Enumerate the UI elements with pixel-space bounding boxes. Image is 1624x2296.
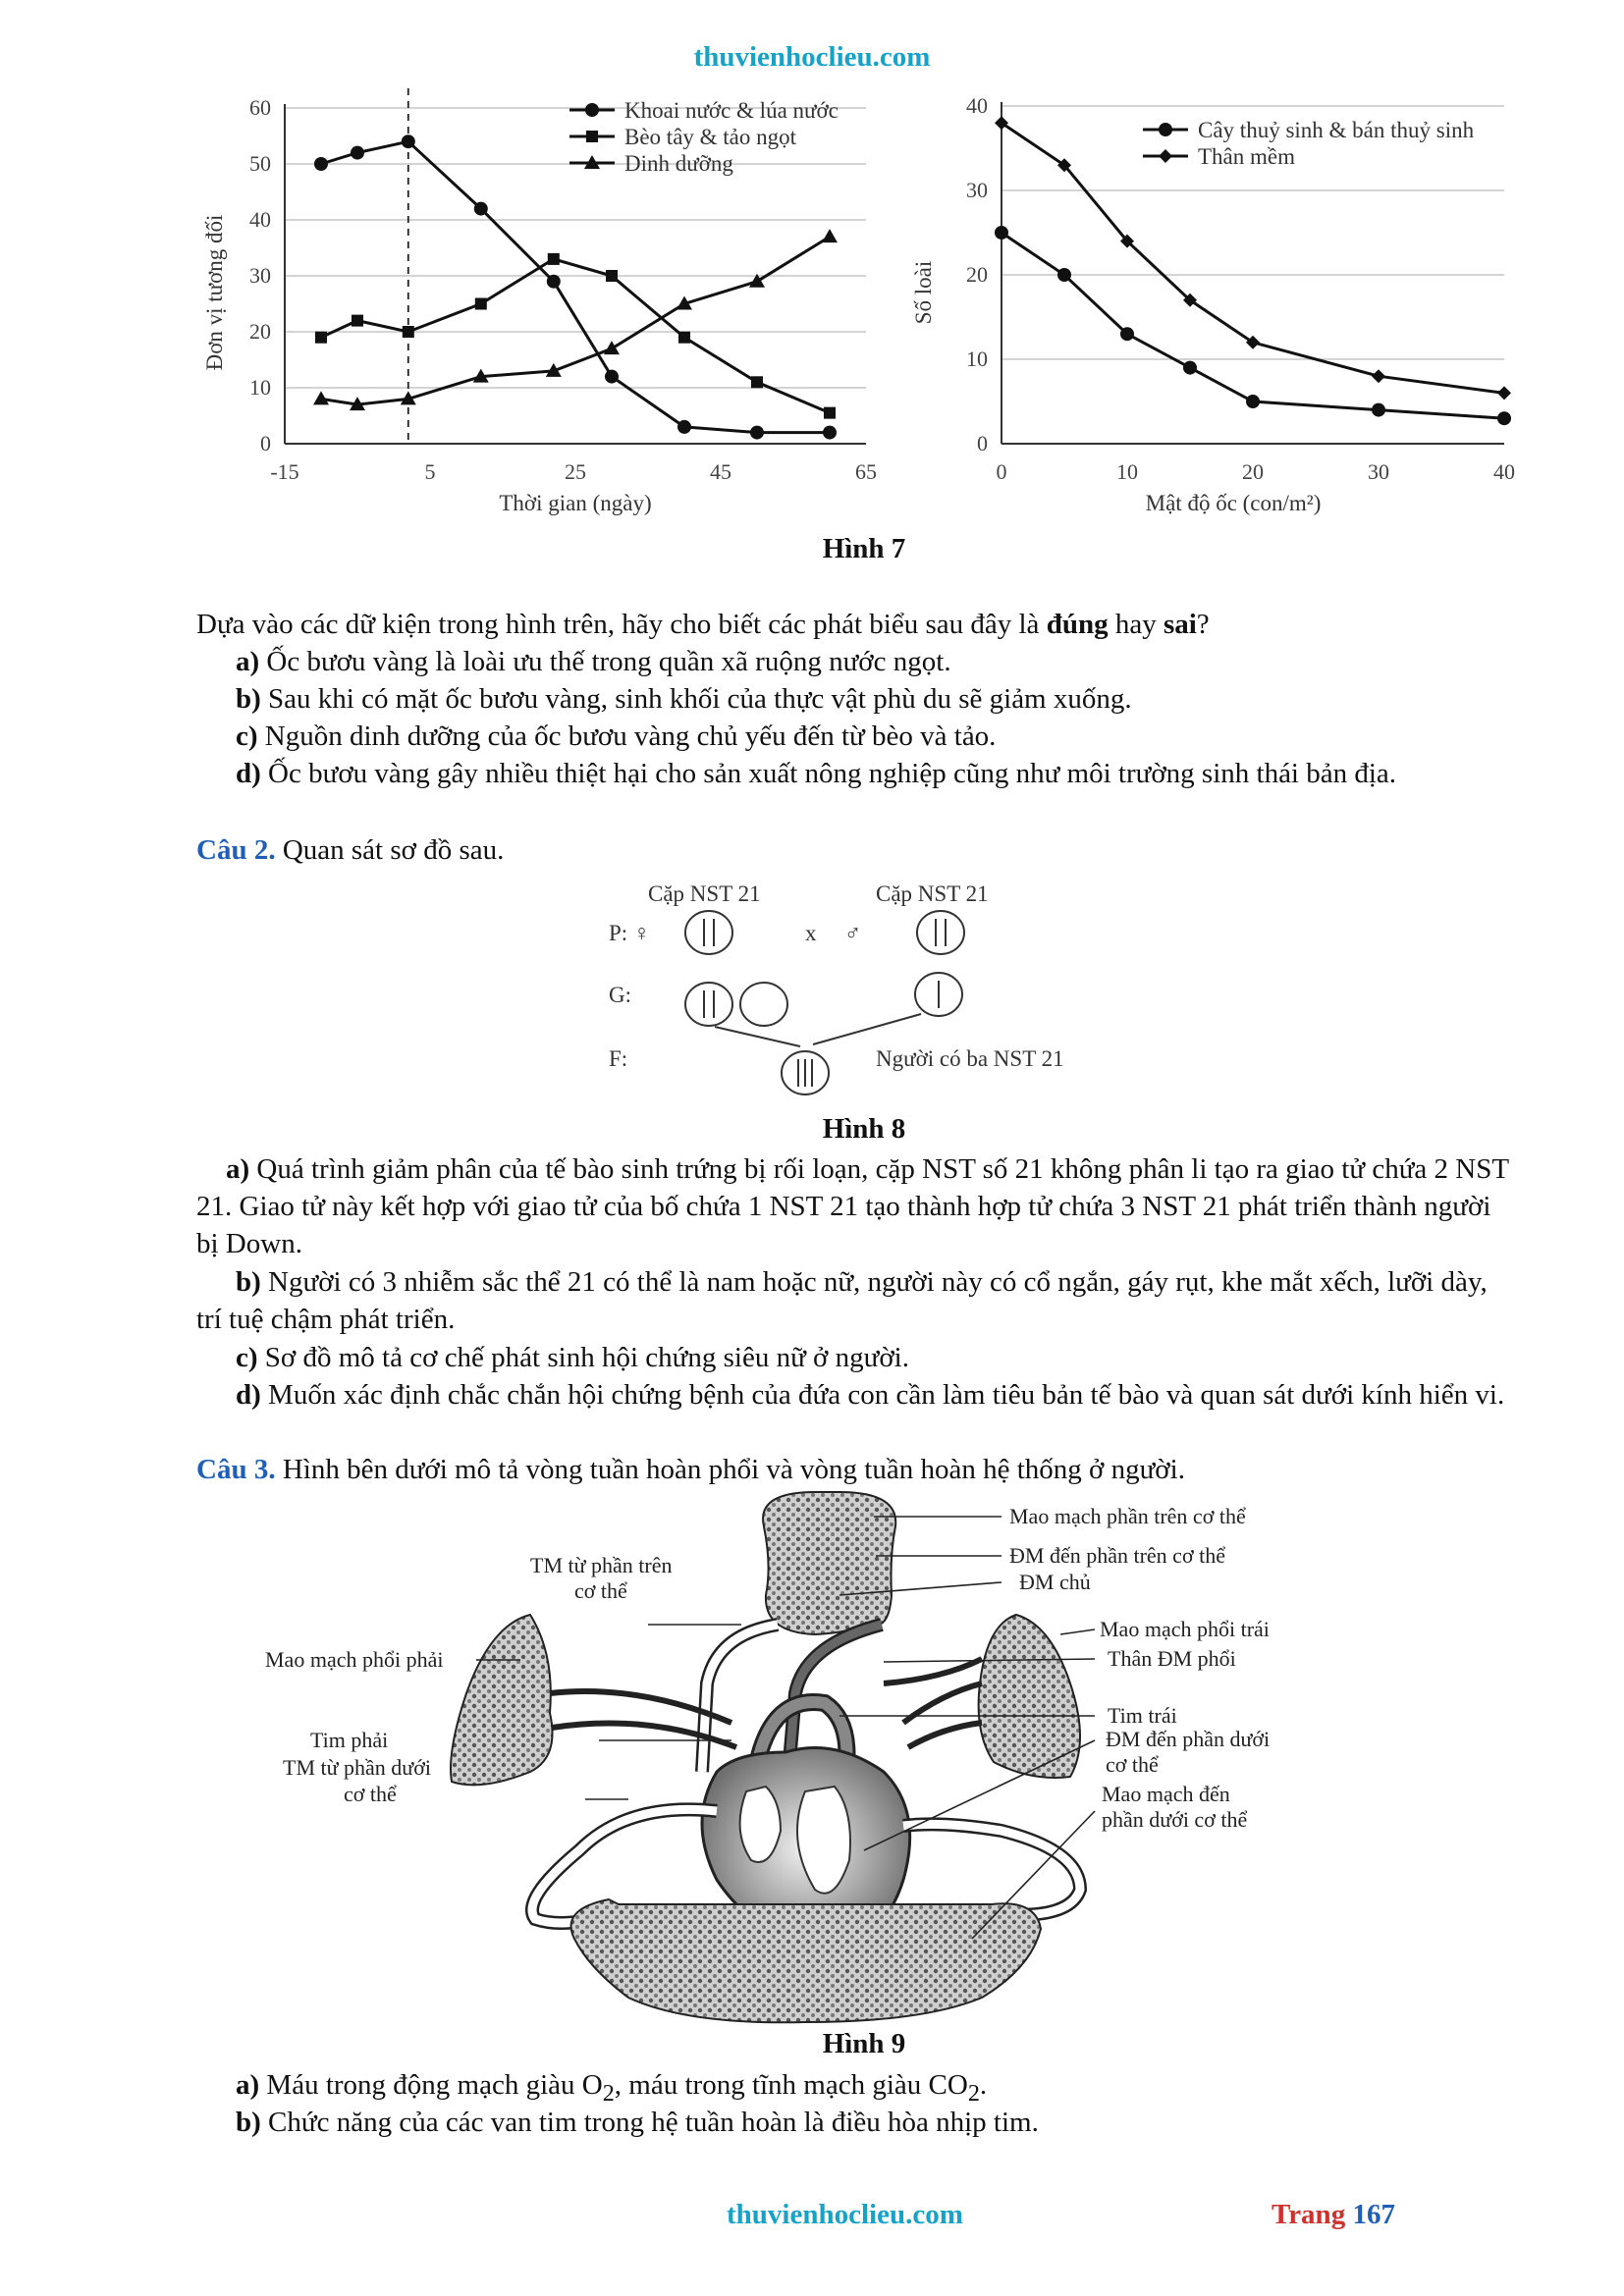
- pair-label-right: Cặp NST 21: [876, 881, 989, 906]
- y-tick-label: 50: [249, 151, 271, 176]
- q1-intro-text: Dựa vào các dữ kiện trong hình trên, hãy cho biết các phát biểu sau đây là: [196, 609, 1047, 640]
- label-artery-lower-2: cơ thể: [1106, 1752, 1159, 1777]
- legend-label: Khoai nước & lúa nước: [624, 98, 839, 123]
- q1-statement-c: [196, 718, 1517, 755]
- q2-a-label: a): [226, 1153, 250, 1185]
- q2-d-text: Muốn xác định chắc chắn hội chứng bệnh của đứa con cần làm tiêu bản tế bào và quan sát dưới kính hiển vi.: [260, 1379, 1505, 1411]
- legend-label: Bèo tây & tảo ngọt: [624, 125, 797, 149]
- data-point: [314, 157, 328, 171]
- q2-c-text: Sơ đồ mô tả cơ chế phát sinh hội chứng siêu nữ ở người.: [257, 1342, 909, 1373]
- q1-intro-mid: hay: [1108, 609, 1164, 640]
- x-tick-label: 5: [424, 459, 436, 484]
- data-point: [995, 226, 1008, 240]
- data-point: [548, 253, 560, 265]
- upper-body-capillaries: [763, 1492, 895, 1634]
- figure8-diagram: [589, 872, 1139, 1107]
- q1-intro: [196, 606, 1517, 643]
- mother-cell: [685, 911, 732, 954]
- label-vein-upper-1: TM từ phần trên: [530, 1553, 673, 1577]
- page-number: [1272, 2199, 1395, 2231]
- x-tick-label: 25: [565, 459, 586, 484]
- data-point: [750, 426, 764, 440]
- data-point: [604, 341, 620, 354]
- x-tick-label: 20: [1242, 459, 1264, 484]
- q1-intro-bold-false: sai: [1163, 609, 1197, 640]
- x-tick-label: 40: [1493, 459, 1515, 484]
- page-num: 167: [1352, 2199, 1395, 2230]
- sperm-gamete-one-chromosome: [915, 973, 962, 1016]
- q3-label: Câu 3.: [196, 1454, 276, 1485]
- q3-b-label: b): [236, 2107, 261, 2138]
- y-tick-label: 0: [977, 431, 988, 455]
- data-point: [547, 275, 561, 289]
- data-point: [402, 134, 415, 148]
- q3-a-text-2: , máu trong tĩnh mạch giàu CO: [614, 2069, 968, 2101]
- data-point: [822, 229, 838, 242]
- data-point: [313, 391, 329, 404]
- q2-b-text: Người có 3 nhiễm sắc thể 21 có thể là nam hoặc nữ, người này có cổ ngắn, gáy rụt, khe mắt xếch, lưỡi dày, trí tuệ chậm phát triển.: [196, 1266, 1488, 1335]
- data-point: [678, 332, 690, 344]
- q1-b-text: Sau khi có mặt ốc bươu vàng, sinh khối của thực vật phù du sẽ giảm xuống.: [260, 683, 1132, 715]
- q1-statement-d: [196, 755, 1517, 792]
- q3-a-label: a): [236, 2069, 260, 2101]
- data-point: [751, 376, 763, 388]
- label-pulmonary-trunk: Thân ĐM phổi: [1108, 1646, 1236, 1671]
- data-point: [1372, 403, 1385, 417]
- label-artery-lower-1: ĐM đến phần dưới: [1106, 1727, 1271, 1751]
- data-point: [1246, 395, 1260, 408]
- y-tick-label: 10: [966, 347, 988, 371]
- q3-a-text-3: .: [979, 2069, 988, 2101]
- x-tick-label: 0: [996, 459, 1007, 484]
- q1-intro-end: ?: [1196, 609, 1210, 640]
- q3-b-text: Chức năng của các van tim trong hệ tuần hoàn là điều hòa nhịp tim.: [260, 2107, 1039, 2138]
- right-chart-ylabel: Số loài: [911, 260, 936, 325]
- lower-body-capillaries: [571, 1899, 1041, 2022]
- q2-statement-d: [196, 1376, 1517, 1414]
- q2-heading: [196, 831, 1517, 869]
- data-point: [352, 315, 363, 327]
- legend-label: Cây thuỷ sinh & bán thuỷ sinh: [1198, 118, 1475, 142]
- data-point: [475, 298, 487, 310]
- q2-statement-b: [196, 1263, 1517, 1338]
- header-site-name: thuvienhoclieu.com: [693, 41, 931, 73]
- data-point: [824, 407, 836, 419]
- y-tick-label: 40: [249, 207, 271, 232]
- y-tick-label: 30: [966, 178, 988, 202]
- x-tick-label: 65: [855, 459, 877, 484]
- left-chart-xlabel: Thời gian (ngày): [499, 491, 652, 515]
- g-label: G:: [609, 983, 631, 1007]
- label-right-lung-capillaries: Mao mạch phổi phải: [265, 1647, 444, 1672]
- q1-a-label: a): [236, 646, 260, 677]
- y-tick-label: 10: [249, 375, 271, 400]
- q3-a-sub-2: 2: [967, 2079, 980, 2107]
- legend-marker: [586, 131, 598, 142]
- f-label: F:: [609, 1046, 628, 1071]
- legend-label: Dinh dưỡng: [624, 151, 733, 176]
- data-point: [1120, 327, 1134, 341]
- father-cell: [917, 911, 964, 954]
- q2-c-label: c): [236, 1342, 258, 1373]
- q3-heading: [196, 1451, 1517, 1488]
- figure9-caption: Hình 9: [822, 2028, 906, 2059]
- offspring-label: Người có ba NST 21: [876, 1046, 1064, 1071]
- legend-marker: [585, 103, 599, 117]
- label-vein-lower-2: cơ thể: [344, 1782, 397, 1806]
- q2-a-text: Quá trình giảm phân của tế bào sinh trứng bị rối loạn, cặp NST số 21 không phân li tạo ra giao tử chứa 2 NST 21. Giao tử này kết hợp với giao tử của bố chứa 1 NST 21 tạo thành hợp tử chứa 3 NST 21 phát triển thành người bị Down.: [196, 1153, 1509, 1259]
- x-tick-label: -15: [270, 459, 299, 484]
- data-point: [315, 332, 327, 344]
- left-lung-capillaries: [979, 1615, 1080, 1778]
- cross-symbol: x: [805, 921, 817, 945]
- figure8-caption: Hình 8: [822, 1113, 906, 1145]
- zygote-three-chromosomes: [782, 1051, 829, 1095]
- label-lower-capillaries-1: Mao mạch đến: [1102, 1782, 1230, 1806]
- label-aorta: ĐM chủ: [1019, 1570, 1091, 1594]
- q1-intro-bold-true: đúng: [1046, 609, 1109, 640]
- figure7-right-chart: [903, 86, 1532, 538]
- y-tick-label: 20: [966, 262, 988, 287]
- series-line: [1001, 233, 1504, 418]
- legend-label: Thân mềm: [1198, 144, 1295, 169]
- label-right-heart: Tim phải: [310, 1728, 389, 1752]
- q1-c-text: Nguồn dinh dưỡng của ốc bươu vàng chủ yếu đến từ bèo và tảo.: [257, 721, 997, 752]
- y-tick-label: 20: [249, 319, 271, 344]
- q1-b-label: b): [236, 683, 261, 715]
- q2-statement-a: [196, 1150, 1517, 1262]
- male-symbol: ♂: [844, 921, 862, 945]
- q3-a-sub-1: 2: [602, 2079, 615, 2107]
- q2-text: Quan sát sơ đồ sau.: [275, 834, 505, 866]
- q1-c-label: c): [236, 721, 258, 752]
- left-chart-ylabel: Đơn vị tương đối: [202, 214, 227, 371]
- q1-d-label: d): [236, 758, 261, 789]
- q1-statement-a: [196, 643, 1517, 680]
- data-point: [677, 420, 691, 434]
- data-point: [823, 426, 837, 440]
- y-tick-label: 0: [260, 431, 271, 455]
- data-point: [1057, 268, 1071, 282]
- q3-a-text-1: Máu trong động mạch giàu O: [259, 2069, 603, 2101]
- data-point: [1497, 386, 1511, 400]
- label-artery-upper: ĐM đến phần trên cơ thể: [1009, 1543, 1225, 1568]
- data-point: [1497, 411, 1511, 425]
- egg-gamete-two-chromosomes: [685, 983, 732, 1026]
- label-vein-upper-2: cơ thể: [574, 1578, 627, 1603]
- q2-label: Câu 2.: [196, 834, 276, 866]
- data-point: [351, 146, 364, 160]
- data-point: [474, 202, 488, 216]
- y-tick-label: 60: [249, 95, 271, 120]
- x-tick-label: 30: [1368, 459, 1389, 484]
- figure9-circulation-diagram: [265, 1487, 1296, 2027]
- label-upper-capillaries: Mao mạch phần trên cơ thể: [1009, 1504, 1246, 1528]
- data-point: [1183, 361, 1197, 375]
- q3-statement-b: [196, 2104, 1517, 2141]
- q3-text: Hình bên dưới mô tả vòng tuần hoàn phổi và vòng tuần hoàn hệ thống ở người.: [275, 1454, 1185, 1485]
- legend-marker: [1159, 123, 1172, 136]
- legend-marker: [1159, 149, 1172, 163]
- pair-label-left: Cặp NST 21: [648, 881, 761, 906]
- y-tick-label: 40: [966, 93, 988, 118]
- data-point: [606, 270, 618, 282]
- q2-b-label: b): [236, 1266, 261, 1298]
- figure7-caption: Hình 7: [822, 533, 906, 564]
- fertilization-line-right: [813, 1014, 921, 1044]
- data-point: [605, 370, 619, 384]
- q1-statement-b: [196, 680, 1517, 718]
- right-lung-capillaries: [451, 1615, 553, 1785]
- x-tick-label: 10: [1116, 459, 1138, 484]
- egg-gamete-empty: [740, 983, 787, 1026]
- figure7-left-chart: [196, 86, 903, 538]
- q2-statement-c: [196, 1339, 1517, 1376]
- data-point: [403, 326, 414, 338]
- right-chart-xlabel: Mật độ ốc (con/m²): [1145, 491, 1322, 515]
- label-vein-lower-1: TM từ phần dưới: [283, 1755, 431, 1780]
- p-label: P: ♀: [609, 921, 651, 945]
- label-left-lung-capillaries: Mao mạch phổi trái: [1100, 1617, 1270, 1641]
- y-tick-label: 30: [249, 263, 271, 288]
- q1-d-text: Ốc bươu vàng gây nhiều thiệt hại cho sản xuất nông nghiệp cũng như môi trường sinh thái bản địa.: [260, 758, 1397, 789]
- data-point: [1372, 369, 1385, 383]
- q1-a-text: Ốc bươu vàng là loài ưu thế trong quần xã ruộng nước ngọt.: [259, 646, 951, 677]
- page-word: Trang: [1272, 2199, 1346, 2230]
- label-left-heart: Tim trái: [1108, 1703, 1177, 1728]
- x-tick-label: 45: [710, 459, 731, 484]
- q2-d-label: d): [236, 1379, 261, 1411]
- footer-site-name: thuvienhoclieu.com: [727, 2199, 963, 2230]
- fertilization-line-left: [715, 1027, 800, 1046]
- label-lower-capillaries-2: phần dưới cơ thể: [1102, 1807, 1248, 1832]
